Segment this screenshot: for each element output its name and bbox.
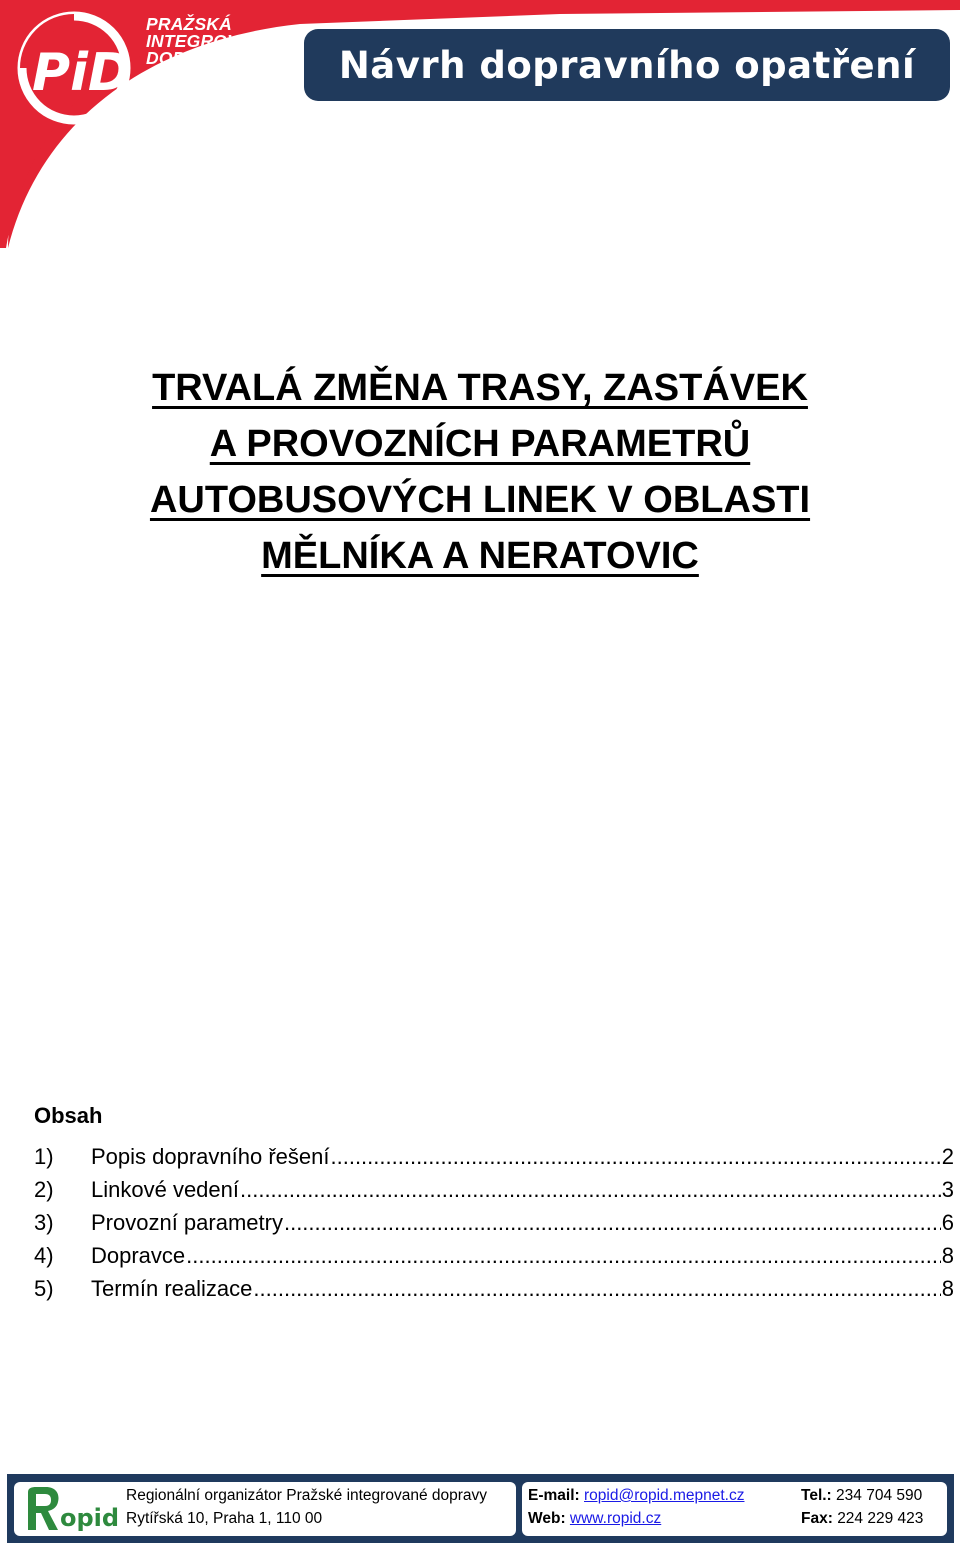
toc-leader-dots [240,1173,941,1206]
pid-logo-mark [12,6,142,126]
svg-text:PiD: PiD [32,43,132,103]
title-line-2: A PROVOZNÍCH PARAMETRŮ [209,423,751,465]
tel-row [801,1487,922,1505]
web-row [528,1510,661,1528]
toc-item-number: 4) [34,1243,54,1268]
document-title [0,360,960,584]
header-banner [304,29,950,101]
toc-heading: Obsah [34,1103,103,1128]
web-link[interactable]: www.ropid.cz [569,1510,662,1527]
title-line-1: TRVALÁ ZMĚNA TRASY, ZASTÁVEK [152,367,808,409]
footer [7,1474,954,1543]
logo-line-1: PRAŽSKÁ [146,14,232,34]
toc-item-page: 8 [941,1276,954,1301]
org-address: Rytířská 10, Praha 1, 110 00 [126,1510,323,1527]
toc-item-page: 3 [941,1177,954,1202]
toc-item-page: 2 [941,1144,954,1169]
toc-item-number: 5) [34,1276,54,1301]
pid-logo [12,6,302,126]
toc-item[interactable] [34,1206,954,1239]
fax-value: 224 229 423 [837,1510,924,1527]
footer-org-box [14,1482,516,1536]
toc-item-label: Provozní parametry [91,1210,283,1235]
footer-contact-box [522,1482,947,1536]
email-link[interactable]: ropid@ropid.mepnet.cz [584,1487,745,1504]
fax-label: Fax: [801,1510,833,1527]
org-name: Regionální organizátor Pražské integrované dopravy [126,1487,488,1504]
toc-item[interactable] [34,1140,954,1173]
toc-item-number: 2) [34,1177,54,1202]
toc-item-label: Linkové vedení [91,1177,239,1202]
banner-title: Návrh dopravního opatření [338,43,916,87]
svg-text:opid: opid [60,1504,120,1532]
title-line-3: AUTOBUSOVÝCH LINEK V OBLASTI [149,479,811,521]
toc-item[interactable] [34,1272,954,1305]
toc-leader-dots [331,1140,941,1173]
toc-item-label: Termín realizace [91,1276,253,1301]
toc-item-label: Popis dopravního řešení [91,1144,330,1169]
toc-item-label: Dopravce [91,1243,186,1268]
toc-item-page: 6 [941,1210,954,1235]
fax-row [801,1510,923,1528]
logo-line-3: DOPRAVA [146,48,233,68]
toc-leader-dots [186,1239,941,1272]
table-of-contents [34,1100,954,1305]
logo-line-2: INTEGROVANÁ [146,31,277,51]
tel-label: Tel.: [801,1487,832,1504]
email-label: E-mail: [528,1487,580,1504]
toc-item-number: 3) [34,1210,54,1235]
toc-item[interactable] [34,1173,954,1206]
toc-item[interactable] [34,1239,954,1272]
web-label: Web: [528,1510,566,1527]
title-line-4: MĚLNÍKA A NERATOVIC [261,535,699,577]
tel-value: 234 704 590 [836,1487,923,1504]
toc-leader-dots [253,1272,940,1305]
toc-item-number: 1) [34,1144,54,1169]
email-row [528,1487,744,1505]
ropid-logo [24,1486,124,1532]
toc-item-page: 8 [941,1243,954,1268]
pid-logo-text [146,16,316,67]
toc-leader-dots [284,1206,941,1239]
